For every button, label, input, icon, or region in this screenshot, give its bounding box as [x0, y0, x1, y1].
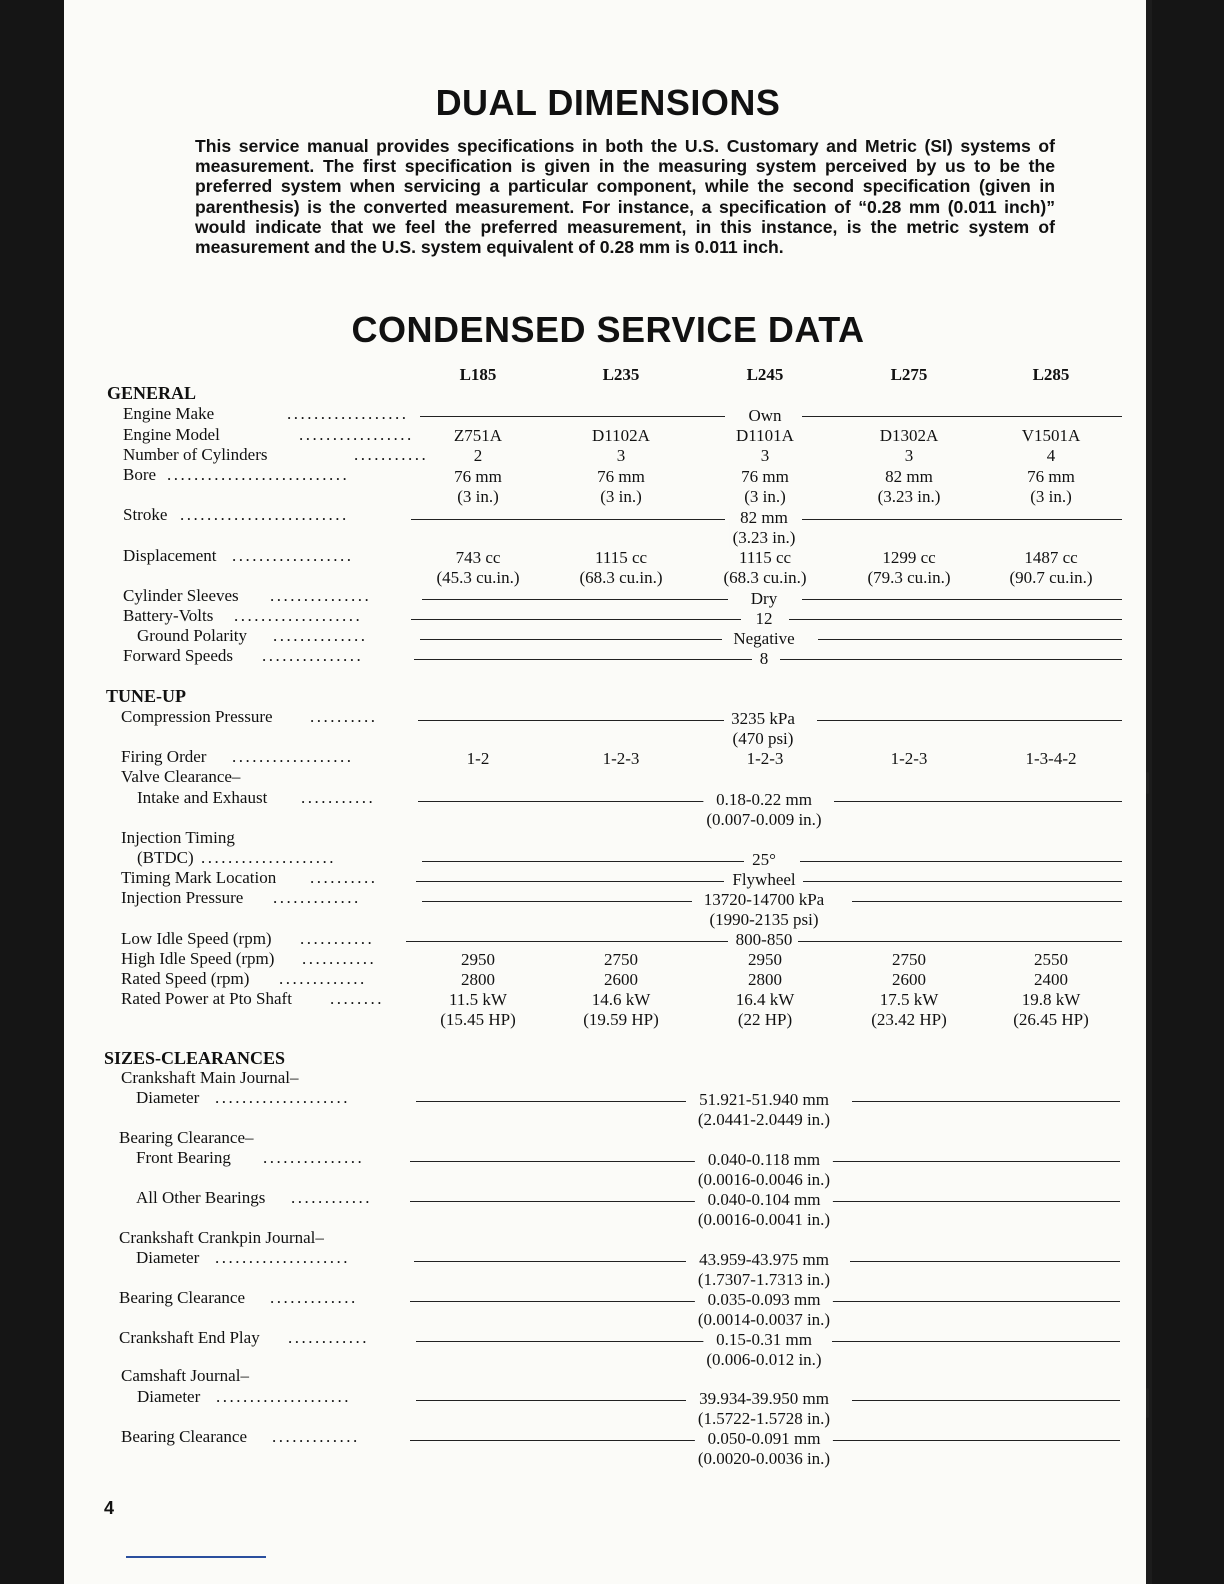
- span-line: [780, 659, 1122, 660]
- span-line: [414, 659, 752, 660]
- section-sizes-clearances: SIZES-CLEARANCES: [104, 1048, 286, 1068]
- main-journal-diameter-label: Diameter: [136, 1088, 200, 1107]
- high-idle-label: High Idle Speed (rpm): [121, 949, 275, 968]
- high-idle-l245: 2950: [748, 950, 782, 969]
- cylinders-l245: 3: [760, 446, 770, 465]
- firing-l285: 1-3-4-2: [1025, 749, 1077, 768]
- span-line: [420, 416, 725, 417]
- battery-label: Battery-Volts: [123, 606, 214, 625]
- engine-model-l275: D1302A: [879, 426, 939, 445]
- span-line: [410, 1161, 696, 1162]
- injection-pressure-value: 13720-14700 kPa (1990-2135 psi): [701, 890, 827, 930]
- manual-page: [64, 0, 1152, 1584]
- displacement-l185: 743 cc (45.3 cu.in.): [436, 548, 520, 587]
- span-line: [416, 1101, 686, 1102]
- span-line: [411, 619, 741, 620]
- camshaft-clearance-label: Bearing Clearance: [121, 1427, 248, 1446]
- dual-dimensions-paragraph: This service manual provides specifications in both the U.S. Customary and Metric (SI) systems of measurement. The first specification is given in the measuring system perceived by us to be the preferred system when servicing a particular component, while the second specification (given in parenthesis) is the converted measurement. For instance, a specification of “0.28 mm (0.011 inch)” would indicate that we feel the preferred measurement, in this instance, is the metric system of measurement and the U.S. system equivalent of 0.28 mm is 0.011 inch.: [195, 136, 1055, 258]
- sleeves-label: Cylinder Sleeves: [123, 586, 239, 605]
- span-line: [852, 901, 1122, 902]
- compression-label: Compression Pressure: [121, 707, 273, 726]
- high-idle-l275: 2750: [892, 950, 926, 969]
- rated-speed-l245: 2800: [748, 970, 782, 989]
- span-line: [832, 1301, 1120, 1302]
- span-line: [852, 1101, 1120, 1102]
- low-idle-value: 800-850: [733, 930, 796, 950]
- span-line: [416, 1400, 686, 1401]
- leader-dots: ....................: [215, 1088, 350, 1107]
- cylinders-label: Number of Cylinders: [123, 445, 268, 464]
- condensed-service-data-title: CONDENSED SERVICE DATA: [351, 309, 865, 350]
- model-header-l285: L285: [1032, 365, 1070, 384]
- span-line: [802, 599, 1122, 600]
- injection-timing-heading: Injection Timing: [121, 828, 235, 847]
- span-line: [410, 1201, 696, 1202]
- leader-dots: ...........................: [167, 465, 350, 484]
- leader-dots: ...............: [263, 1148, 365, 1167]
- span-line: [416, 881, 724, 882]
- model-header-l245: L245: [746, 365, 784, 384]
- main-journal-heading: Crankshaft Main Journal–: [121, 1068, 299, 1087]
- camshaft-diameter-value: 39.934-39.950 mm (1.5722-1.5728 in.): [695, 1389, 833, 1429]
- camshaft-clearance-value: 0.050-0.091 mm (0.0020-0.0036 in.): [695, 1429, 833, 1469]
- section-general: GENERAL: [107, 383, 197, 403]
- front-bearing-value: 0.040-0.118 mm (0.0016-0.0046 in.): [695, 1150, 833, 1190]
- rated-power-label: Rated Power at Pto Shaft: [121, 989, 292, 1008]
- stroke-value: 82 mm (3.23 in.): [730, 508, 799, 548]
- engine-model-label: Engine Model: [123, 425, 220, 444]
- cylinders-l285: 4: [1046, 446, 1056, 465]
- engine-make-value: Own: [745, 406, 784, 426]
- span-line: [852, 1400, 1120, 1401]
- crankpin-journal-heading: Crankshaft Crankpin Journal–: [119, 1228, 324, 1247]
- span-line: [818, 639, 1122, 640]
- camshaft-diameter-label: Diameter: [137, 1387, 201, 1406]
- high-idle-l235: 2750: [604, 950, 638, 969]
- crankpin-clearance-label: Bearing Clearance: [119, 1288, 246, 1307]
- crankpin-diameter-label: Diameter: [136, 1248, 200, 1267]
- front-bearing-label: Front Bearing: [136, 1148, 231, 1167]
- polarity-label: Ground Polarity: [137, 626, 248, 645]
- engine-model-l235: D1102A: [592, 426, 650, 445]
- span-line: [406, 941, 728, 942]
- binding-mark: [1146, 772, 1149, 794]
- leader-dots: ..........: [310, 868, 378, 887]
- leader-dots: ....................: [201, 848, 336, 867]
- span-line: [416, 1341, 706, 1342]
- span-line: [850, 1261, 1120, 1262]
- bore-l185: 76 mm (3 in.): [454, 467, 502, 506]
- bore-label: Bore: [123, 465, 157, 484]
- span-line: [418, 720, 724, 721]
- leader-dots: ...............: [262, 646, 364, 665]
- other-bearings-label: All Other Bearings: [136, 1188, 266, 1207]
- span-line: [834, 801, 1122, 802]
- timing-mark-label: Timing Mark Location: [121, 868, 277, 887]
- span-line: [832, 1201, 1120, 1202]
- crankpin-diameter-value: 43.959-43.975 mm (1.7307-1.7313 in.): [695, 1250, 833, 1290]
- firing-l235: 1-2-3: [602, 749, 640, 768]
- span-line: [798, 941, 1122, 942]
- leader-dots: ........: [330, 989, 384, 1008]
- span-line: [422, 901, 692, 902]
- leader-dots: ..................: [232, 747, 354, 766]
- displacement-l275: 1299 cc (79.3 cu.in.): [867, 548, 951, 587]
- binding-mark: [1146, 1388, 1149, 1418]
- displacement-l285: 1487 cc (90.7 cu.in.): [1009, 548, 1093, 587]
- bearing-clearance-heading: Bearing Clearance–: [119, 1128, 254, 1147]
- valve-clearance-heading: Valve Clearance–: [121, 767, 241, 786]
- span-line: [789, 619, 1122, 620]
- leader-dots: ............: [291, 1188, 372, 1207]
- leader-dots: ...........: [302, 949, 377, 968]
- valve-clearance-value: 0.18-0.22 mm (0.007-0.009 in.): [703, 790, 824, 830]
- span-line: [422, 861, 744, 862]
- bore-l235: 76 mm (3 in.): [597, 467, 645, 506]
- camshaft-journal-heading: Camshaft Journal–: [121, 1366, 249, 1385]
- span-line: [832, 1161, 1120, 1162]
- timing-mark-value: Flywheel: [729, 870, 798, 890]
- leader-dots: .............: [270, 1288, 358, 1307]
- displacement-l235: 1115 cc (68.3 cu.in.): [579, 548, 663, 587]
- bore-l275: 82 mm (3.23 in.): [877, 467, 941, 506]
- engine-model-l245: D1101A: [736, 426, 794, 445]
- bore-l285: 76 mm (3 in.): [1027, 467, 1075, 506]
- rated-power-l235: 14.6 kW (19.59 HP): [583, 990, 659, 1029]
- injection-timing-value: 25°: [749, 850, 779, 870]
- model-header-l185: L185: [459, 365, 497, 384]
- leader-dots: ...........: [300, 929, 375, 948]
- span-line: [803, 881, 1122, 882]
- span-line: [410, 1440, 696, 1441]
- end-play-value: 0.15-0.31 mm (0.006-0.012 in.): [703, 1330, 824, 1370]
- low-idle-label: Low Idle Speed (rpm): [121, 929, 272, 948]
- span-line: [418, 801, 706, 802]
- span-line: [832, 1440, 1120, 1441]
- span-line: [411, 519, 725, 520]
- model-header-l275: L275: [890, 365, 928, 384]
- displacement-label: Displacement: [123, 546, 217, 565]
- main-journal-diameter-value: 51.921-51.940 mm (2.0441-2.0449 in.): [695, 1090, 833, 1130]
- intake-exhaust-label: Intake and Exhaust: [137, 788, 268, 807]
- polarity-value: Negative: [730, 629, 797, 649]
- cylinders-l275: 3: [904, 446, 914, 465]
- section-tuneup: TUNE-UP: [106, 686, 186, 706]
- rated-power-l275: 17.5 kW (23.42 HP): [871, 990, 947, 1029]
- rated-speed-label: Rated Speed (rpm): [121, 969, 250, 988]
- page-number: 4: [104, 1498, 115, 1518]
- leader-dots: ..................: [232, 546, 354, 565]
- leader-dots: ...................: [234, 606, 363, 625]
- leader-dots: ...........: [301, 788, 376, 807]
- leader-dots: ....................: [216, 1387, 351, 1406]
- leader-dots: .................: [299, 425, 414, 444]
- firing-l275: 1-2-3: [890, 749, 928, 768]
- firing-l185: 1-2: [466, 749, 490, 768]
- span-line: [802, 416, 1122, 417]
- stroke-label: Stroke: [123, 505, 168, 524]
- span-line: [410, 1301, 696, 1302]
- leader-dots: ............: [288, 1328, 369, 1347]
- leader-dots: ...........: [354, 445, 429, 464]
- span-line: [800, 861, 1122, 862]
- compression-value: 3235 kPa (470 psi): [728, 709, 798, 749]
- leader-dots: ..........: [310, 707, 378, 726]
- bottom-rule: [126, 1556, 266, 1558]
- span-line: [832, 1341, 1120, 1342]
- rated-power-l185: 11.5 kW (15.45 HP): [440, 990, 516, 1029]
- span-line: [414, 1261, 686, 1262]
- forward-speeds-label: Forward Speeds: [123, 646, 234, 665]
- crankpin-clearance-value: 0.035-0.093 mm (0.0014-0.0037 in.): [695, 1290, 833, 1330]
- other-bearings-value: 0.040-0.104 mm (0.0016-0.0041 in.): [695, 1190, 833, 1230]
- dual-dimensions-title: DUAL DIMENSIONS: [435, 82, 781, 123]
- battery-value: 12: [753, 609, 776, 629]
- engine-make-label: Engine Make: [123, 404, 215, 423]
- leader-dots: .............: [273, 888, 361, 907]
- high-idle-l285: 2550: [1034, 950, 1068, 969]
- rated-speed-l235: 2600: [604, 970, 638, 989]
- firing-order-label: Firing Order: [121, 747, 207, 766]
- leader-dots: ..................: [287, 404, 409, 423]
- bore-l245: 76 mm (3 in.): [741, 467, 789, 506]
- high-idle-l185: 2950: [461, 950, 495, 969]
- cylinders-l235: 3: [616, 446, 626, 465]
- injection-pressure-label: Injection Pressure: [121, 888, 244, 907]
- displacement-l245: 1115 cc (68.3 cu.in.): [723, 548, 807, 587]
- span-line: [420, 639, 722, 640]
- engine-model-l185: Z751A: [453, 426, 503, 445]
- rated-power-l285: 19.8 kW (26.45 HP): [1013, 990, 1089, 1029]
- span-line: [422, 599, 728, 600]
- leader-dots: ...............: [270, 586, 372, 605]
- leader-dots: ..............: [273, 626, 368, 645]
- leader-dots: ....................: [215, 1248, 350, 1267]
- end-play-label: Crankshaft End Play: [119, 1328, 260, 1347]
- rated-speed-l185: 2800: [461, 970, 495, 989]
- leader-dots: .............: [272, 1427, 360, 1446]
- span-line: [817, 720, 1122, 721]
- forward-speeds-value: 8: [757, 649, 772, 669]
- rated-power-l245: 16.4 kW (22 HP): [735, 990, 795, 1029]
- rated-speed-l275: 2600: [892, 970, 926, 989]
- leader-dots: .............: [279, 969, 367, 988]
- rated-speed-l285: 2400: [1034, 970, 1068, 989]
- span-line: [802, 519, 1122, 520]
- cylinders-l185: 2: [473, 446, 483, 465]
- btdc-label: (BTDC): [137, 848, 194, 867]
- sleeves-value: Dry: [748, 589, 780, 609]
- engine-model-l285: V1501A: [1021, 426, 1081, 445]
- leader-dots: .........................: [180, 505, 349, 524]
- model-header-l235: L235: [602, 365, 640, 384]
- firing-l245: 1-2-3: [746, 749, 784, 768]
